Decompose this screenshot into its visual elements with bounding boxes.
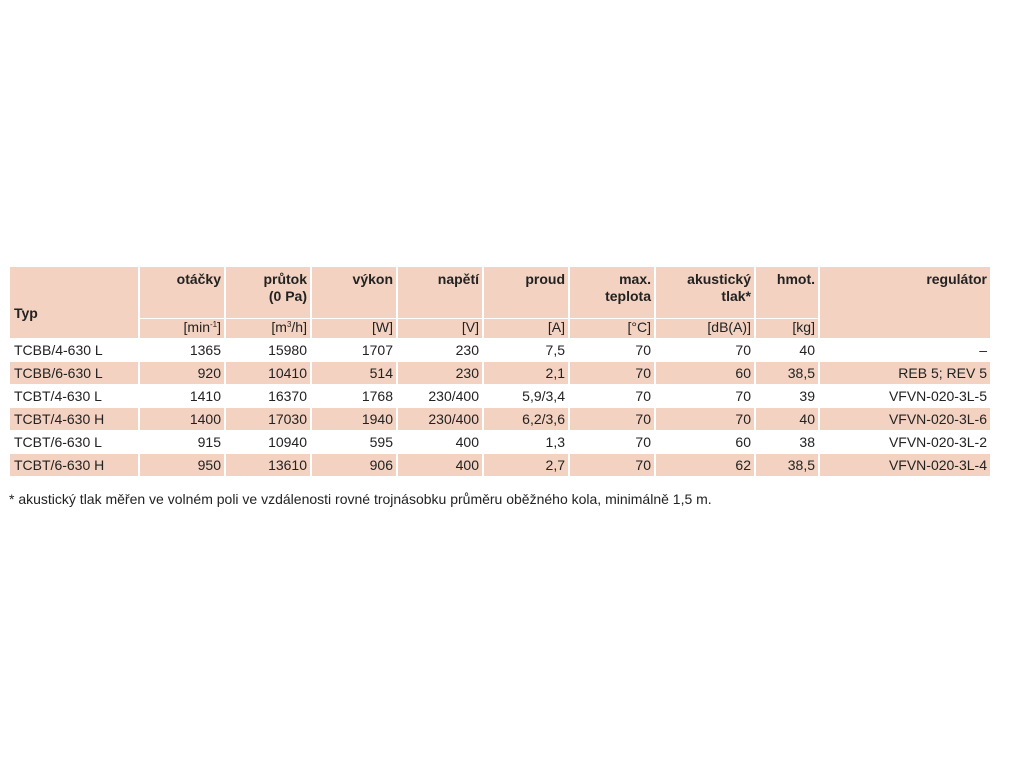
table-cell: 40	[756, 408, 818, 430]
table-cell: 60	[656, 362, 754, 384]
table-cell: 70	[735, 388, 751, 404]
table-cell: 1707	[361, 342, 393, 358]
column-unit	[570, 319, 654, 338]
table-body	[10, 339, 990, 476]
column-unit	[756, 319, 818, 338]
table-cell: VFVN-020-3L-4	[820, 454, 990, 476]
table-cell: 1,3	[545, 434, 565, 450]
table-cell: 62	[656, 454, 754, 476]
table-row	[10, 408, 990, 430]
table-cell: 906	[312, 454, 396, 476]
table-cell: 230	[455, 342, 479, 358]
unit-text-suffix: /h]	[291, 319, 307, 335]
unit-text: [min	[183, 319, 210, 335]
column-header-label: hmot.	[776, 271, 815, 287]
column-header	[140, 267, 224, 318]
column-header	[484, 267, 568, 318]
table-row	[10, 362, 990, 384]
table-row	[10, 385, 990, 407]
table-cell: 6,2/3,6	[484, 408, 568, 430]
table-cell: VFVN-020-3L-6	[820, 408, 990, 430]
unit-superscript: -1	[209, 320, 218, 329]
column-header-label-line2: tlak*	[721, 288, 751, 304]
unit-text: [A]	[547, 319, 565, 335]
unit-superscript: 3	[286, 320, 292, 329]
table-row	[10, 339, 990, 361]
table-cell: 70	[735, 342, 751, 358]
column-header-label: max.	[619, 271, 651, 287]
column-header-label-line2: (0 Pa)	[268, 288, 307, 304]
table-cell: 38,5	[756, 454, 818, 476]
table-cell: 70	[570, 454, 654, 476]
table-cell: VFVN-020-3L-2	[888, 434, 987, 450]
table-cell: 514	[312, 362, 396, 384]
table-cell: 1400	[140, 408, 224, 430]
column-header-label: Typ	[14, 305, 38, 321]
table-cell: 16370	[268, 388, 307, 404]
table-cell: 1768	[361, 388, 393, 404]
table-cell: 230/400	[428, 388, 479, 404]
table-row	[10, 454, 990, 476]
unit-text: [m	[271, 319, 287, 335]
unit-text: [V]	[461, 319, 479, 335]
table-cell: 1940	[312, 408, 396, 430]
column-unit	[484, 319, 568, 338]
table-cell: 38	[799, 434, 815, 450]
table-cell: 70	[570, 408, 654, 430]
table-cell: 920	[140, 362, 224, 384]
table-cell: 40	[799, 342, 815, 358]
column-unit	[140, 319, 224, 338]
table-cell: 595	[369, 434, 393, 450]
column-header-label: akustický	[687, 271, 751, 287]
model-type-cell: TCBB/4-630 L	[14, 342, 103, 358]
column-header	[226, 267, 310, 318]
column-header	[656, 267, 754, 318]
column-unit	[226, 319, 310, 338]
unit-text: [dB(A)]	[707, 319, 751, 335]
model-type-cell: TCBT/4-630 L	[14, 388, 102, 404]
column-header-label: proud	[525, 271, 565, 287]
table-row	[10, 431, 990, 453]
unit-text: [°C]	[627, 319, 651, 335]
table-cell: 70	[635, 434, 651, 450]
table-cell: 400	[398, 454, 482, 476]
column-header	[312, 267, 396, 318]
column-header-label: regulátor	[926, 271, 987, 287]
column-header	[820, 267, 990, 338]
model-type-cell: TCBT/6-630 L	[14, 434, 102, 450]
table-cell: 70	[570, 362, 654, 384]
table-cell: –	[979, 342, 987, 358]
table-cell: 5,9/3,4	[522, 388, 565, 404]
column-header	[570, 267, 654, 318]
table-cell: 70	[656, 408, 754, 430]
table-cell: 1365	[189, 342, 221, 358]
unit-text-suffix: ]	[217, 319, 221, 335]
fan-spec-table	[8, 266, 992, 477]
table-header	[10, 267, 990, 338]
table-cell: 39	[799, 388, 815, 404]
table-cell: 70	[635, 388, 651, 404]
column-header	[10, 267, 138, 338]
column-unit	[398, 319, 482, 338]
table-cell: 38,5	[756, 362, 818, 384]
column-unit	[312, 319, 396, 338]
model-type-cell: TCBT/6-630 H	[10, 454, 138, 476]
table-cell: 10940	[268, 434, 307, 450]
table-cell: 2,7	[484, 454, 568, 476]
table-cell: 915	[197, 434, 221, 450]
table-cell: 15980	[268, 342, 307, 358]
table-cell: 17030	[226, 408, 310, 430]
table-cell: 950	[140, 454, 224, 476]
column-unit	[656, 319, 754, 338]
column-header-label-line2: teplota	[605, 288, 651, 304]
table-cell: 400	[455, 434, 479, 450]
column-header-label: výkon	[352, 271, 393, 287]
column-header	[398, 267, 482, 318]
footnote: * akustický tlak měřen ve volném poli ve vzdálenosti rovné trojnásobku průměru oběžného kola, minimálně 1,5 m.	[9, 491, 712, 507]
column-header-label: průtok	[263, 271, 307, 287]
table-cell: 10410	[226, 362, 310, 384]
column-header	[756, 267, 818, 318]
unit-text: [kg]	[792, 319, 815, 335]
table-cell: 230/400	[398, 408, 482, 430]
model-type-cell: TCBT/4-630 H	[10, 408, 138, 430]
table-cell: VFVN-020-3L-5	[888, 388, 987, 404]
table-cell: 13610	[226, 454, 310, 476]
table-cell: 2,1	[484, 362, 568, 384]
table-cell: 60	[735, 434, 751, 450]
column-header-label: otáčky	[176, 271, 221, 287]
table-cell: REB 5; REV 5	[820, 362, 990, 384]
table-cell: 7,5	[545, 342, 565, 358]
table-cell: 70	[635, 342, 651, 358]
column-header-label: napětí	[437, 271, 479, 287]
unit-text: [W]	[372, 319, 393, 335]
model-type-cell: TCBB/6-630 L	[10, 362, 138, 384]
table-cell: 230	[398, 362, 482, 384]
table-cell: 1410	[189, 388, 221, 404]
